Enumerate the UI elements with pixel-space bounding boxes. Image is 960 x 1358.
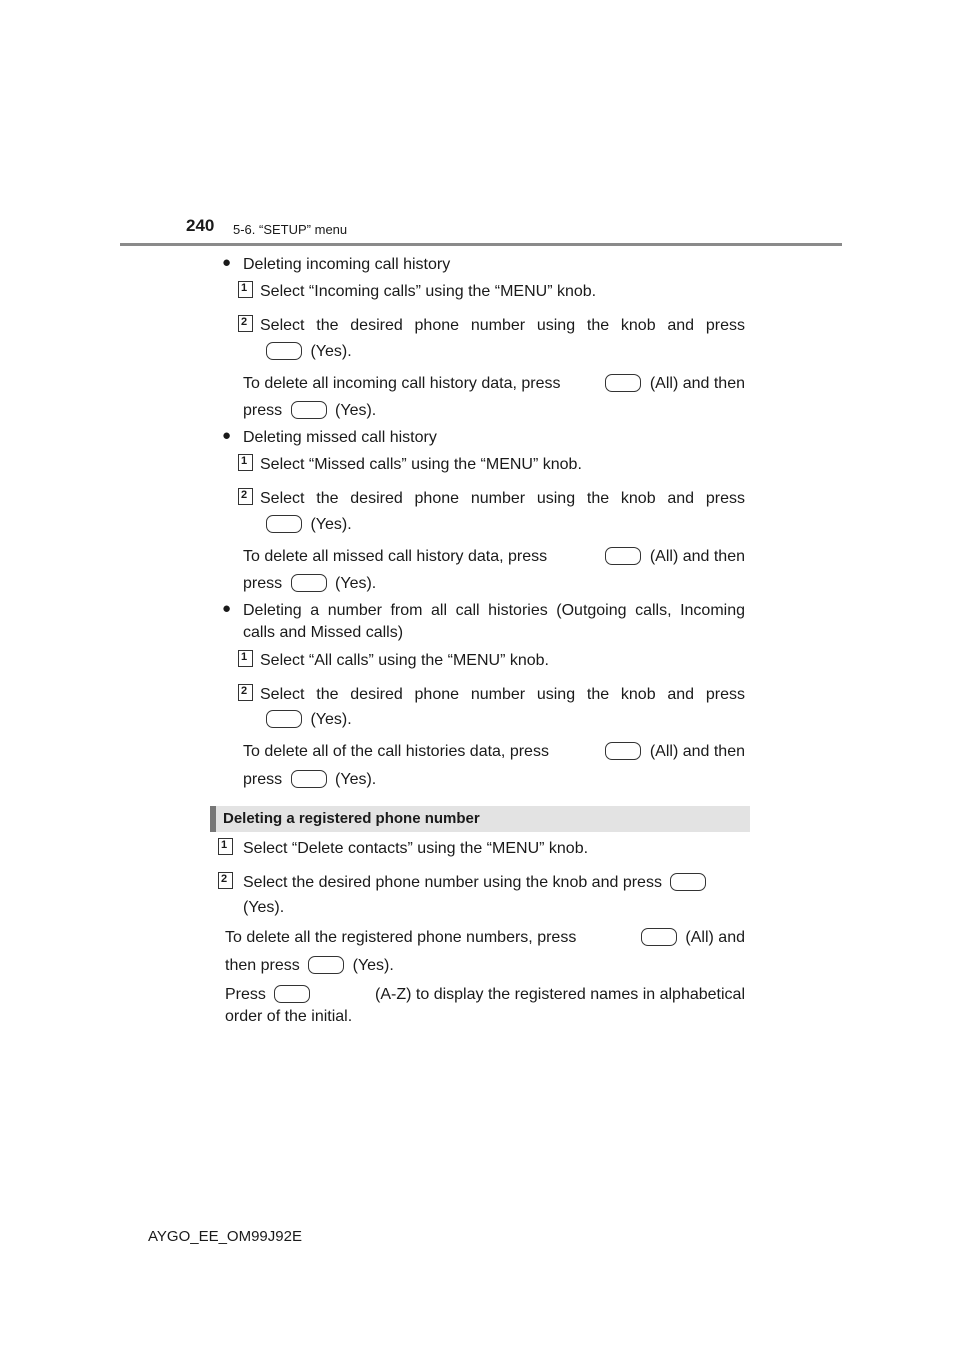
incoming-title: Deleting incoming call history (243, 256, 451, 273)
heading-accent (210, 806, 216, 832)
allcalls-step-2-line-1: Select the desired phone number using the knob and press (260, 686, 745, 703)
step-1-icon: 1 (238, 454, 253, 471)
registered-note-line-3: Press (A-Z) to display the registered names in alphabetical (225, 986, 745, 1003)
allcalls-title-line-2: calls and Missed calls) (243, 624, 404, 641)
allcalls-step-1: Select “All calls” using the “MENU” knob. (260, 652, 549, 669)
step-2-icon: 2 (238, 488, 253, 505)
incoming-step-2-line-2: (Yes). (262, 342, 352, 362)
missed-step-2-line-2: (Yes). (262, 515, 352, 535)
incoming-step-1: Select “Incoming calls” using the “MENU” knob. (260, 283, 597, 300)
registered-step-2-line-2: (Yes). (243, 899, 285, 916)
missed-note-line-1: To delete all missed call history data, press (All) and then (243, 548, 745, 565)
allcalls-step-2-line-2: (Yes). (262, 710, 352, 730)
step-2-icon: 2 (218, 872, 233, 889)
all-button-icon (605, 374, 641, 392)
all-button-icon (641, 928, 677, 946)
yes-button-icon (291, 574, 327, 592)
registered-note-line-2: then press (Yes). (225, 957, 394, 974)
registered-note-line-1: To delete all the registered phone numbers, press (All) and (225, 929, 745, 946)
az-button-icon (274, 985, 310, 1003)
yes-button-icon (291, 401, 327, 419)
incoming-step-2-line-1: Select the desired phone number using the knob and press (260, 317, 745, 334)
yes-button-icon (266, 342, 302, 360)
missed-note-line-2: press (Yes). (243, 575, 377, 592)
section-title: 5-6. “SETUP” menu (233, 222, 348, 237)
missed-step-1: Select “Missed calls” using the “MENU” knob. (260, 456, 582, 473)
step-2-icon: 2 (238, 315, 253, 332)
missed-title: Deleting missed call history (243, 429, 437, 446)
yes-button-icon (266, 710, 302, 728)
step-1-icon: 1 (238, 650, 253, 667)
bullet-icon: ● (222, 600, 232, 617)
step-1-icon: 1 (238, 281, 253, 298)
yes-button-icon (266, 515, 302, 533)
all-button-icon (605, 547, 641, 565)
section-heading: Deleting a registered phone number (223, 810, 480, 827)
step-1-icon: 1 (218, 838, 233, 855)
bullet-icon: ● (222, 427, 232, 444)
registered-step-2-line-1: Select the desired phone number using the knob and press (243, 873, 710, 893)
document-code: AYGO_EE_OM99J92E (148, 1228, 302, 1245)
yes-button-icon (291, 770, 327, 788)
page-number: 240 (186, 216, 215, 235)
missed-step-2-line-1: Select the desired phone number using the knob and press (260, 490, 745, 507)
section-heading-bar (210, 806, 750, 832)
bullet-icon: ● (222, 254, 232, 271)
allcalls-note-line-1: To delete all of the call histories data, press (All) and then (243, 743, 745, 760)
incoming-note-line-1: To delete all incoming call history data, press (All) and then (243, 375, 745, 392)
registered-step-1: Select “Delete contacts” using the “MENU” knob. (243, 840, 589, 857)
step-2-icon: 2 (238, 684, 253, 701)
incoming-note-line-2: press (Yes). (243, 402, 377, 419)
registered-note-line-4: order of the initial. (225, 1008, 353, 1025)
yes-button-icon (670, 873, 706, 891)
header-divider (120, 243, 842, 246)
yes-button-icon (308, 956, 344, 974)
all-button-icon (605, 742, 641, 760)
allcalls-title-line-1: Deleting a number from all call histories (Outgoing calls, Incoming (243, 602, 745, 619)
allcalls-note-line-2: press (Yes). (243, 771, 377, 788)
